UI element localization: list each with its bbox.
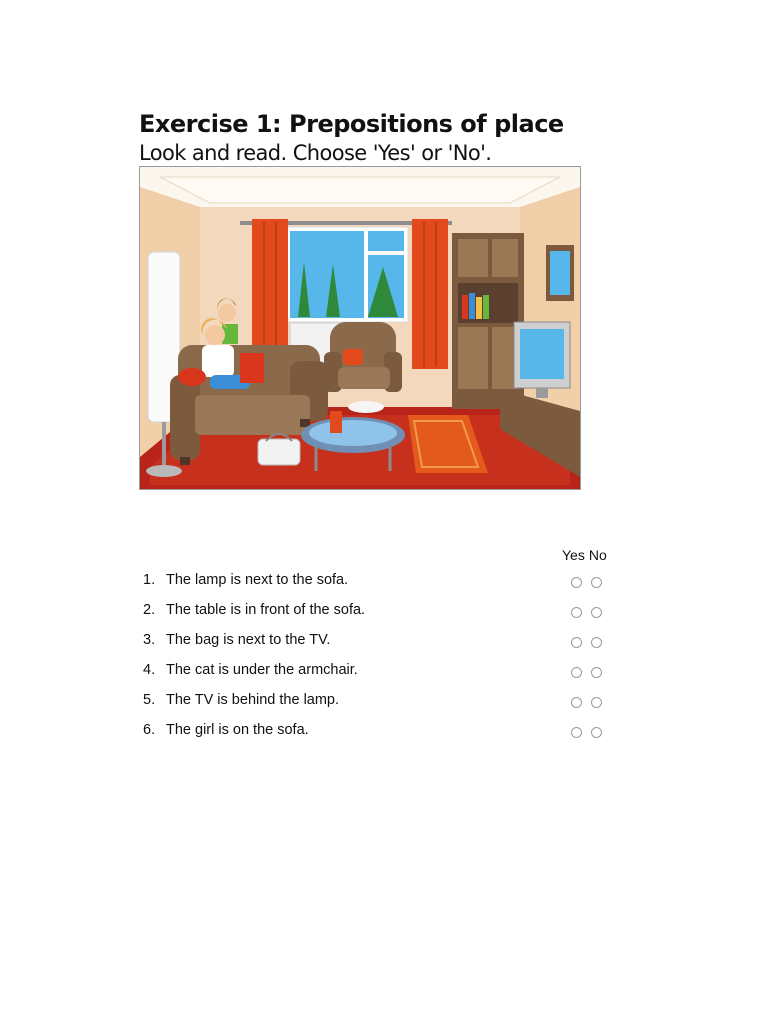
living-room-illustration (139, 166, 581, 490)
exercise-instruction: Look and read. Choose 'Yes' or 'No'. (139, 141, 492, 165)
question-number: 3. (143, 632, 156, 648)
question-item (143, 690, 623, 720)
yes-column-label: Yes (562, 547, 585, 563)
answer-column-headers (562, 547, 611, 563)
yes-radio[interactable] (571, 607, 582, 618)
no-radio[interactable] (591, 637, 602, 648)
no-radio[interactable] (591, 607, 602, 618)
no-column-label: No (588, 547, 607, 563)
question-number: 2. (143, 602, 156, 618)
question-text: The cat is under the armchair. (166, 662, 358, 678)
question-text: The TV is behind the lamp. (166, 692, 340, 708)
yes-radio[interactable] (571, 637, 582, 648)
no-radio[interactable] (591, 667, 602, 678)
question-number: 6. (143, 722, 156, 738)
question-number: 5. (143, 692, 156, 708)
question-item (143, 660, 623, 690)
question-text: The table is in front of the sofa. (166, 602, 366, 618)
yes-radio[interactable] (571, 697, 582, 708)
question-item (143, 600, 623, 630)
yes-radio[interactable] (571, 667, 582, 678)
question-text: The bag is next to the TV. (166, 632, 331, 648)
question-item (143, 630, 623, 660)
question-number: 4. (143, 662, 156, 678)
question-number: 1. (143, 572, 156, 588)
no-radio[interactable] (591, 577, 602, 588)
yes-radio[interactable] (571, 577, 582, 588)
question-item (143, 570, 623, 600)
no-radio[interactable] (591, 727, 602, 738)
no-radio[interactable] (591, 697, 602, 708)
exercise-title: Exercise 1: Prepositions of place (139, 110, 564, 138)
yes-radio[interactable] (571, 727, 582, 738)
question-text: The girl is on the sofa. (166, 722, 309, 738)
question-text: The lamp is next to the sofa. (166, 572, 349, 588)
question-item (143, 720, 623, 750)
question-list (143, 570, 623, 750)
